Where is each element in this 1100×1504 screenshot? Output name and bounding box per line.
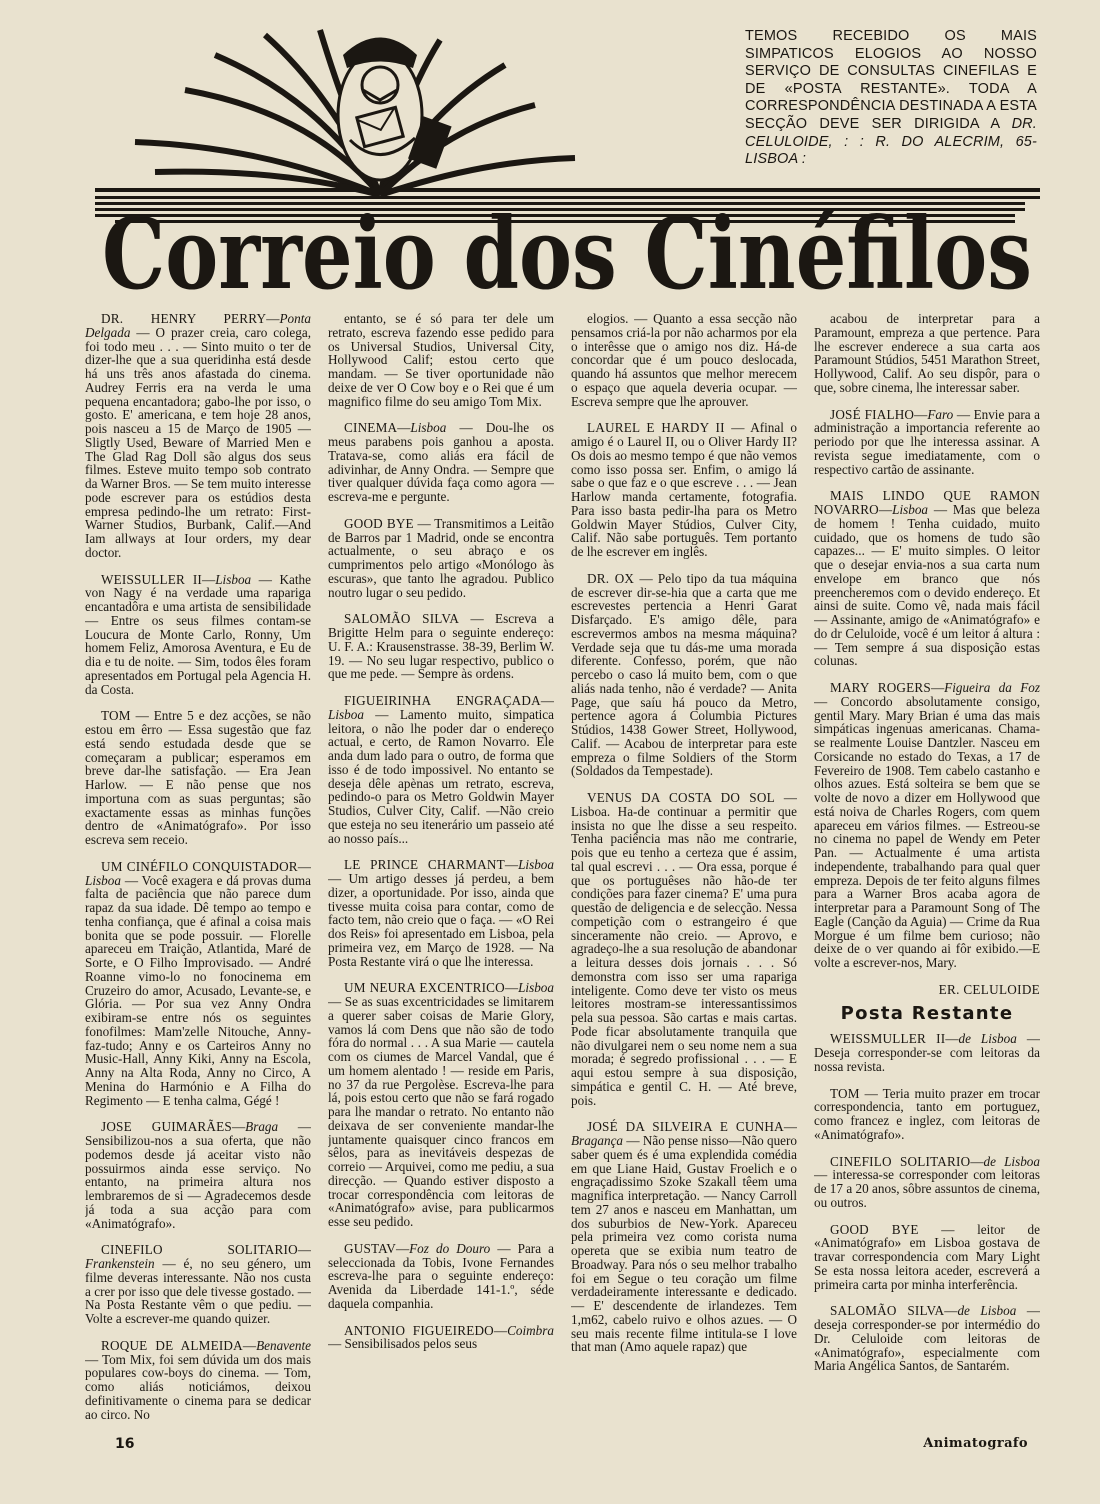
reply-text: Pelo tipo da tua máquina de escrever dir-se-hia que a carta que me escrevestes pertencia a Henri Garat Disfarçado. E's amigo dêle, para escrevermos ambos na mesma máquina? Verdade seja que tu dás-me uma morada diferente. Confesso, porém, que não percebo o caso lá muito bem, com o que aliás nada tenho, não é verdade? — Anita Page, que saíu há pouco da Metro, pertence agora á Columbia Pictures Stúdios, 1438 Gower Street, Hollywood, Calif. — Acabou de interpretar para este empreza o filme Soldiers of the Storm (Soldados da Tempestade). (571, 570, 797, 779)
postman-with-letter-icon (338, 38, 452, 181)
correspondent-place: Figueira da Foz (944, 680, 1040, 695)
correspondent-name: LAUREL E HARDY II (587, 420, 725, 436)
correspondent-place: Coimbra (507, 1322, 554, 1338)
intro-text: TEMOS RECEBIDO OS MAIS SIMPATICOS ELOGIOS AO NOSSO SERVIÇO DE CONSULTAS CINEFILAS E DE «POSTA RESTANTE». TODA A CORRESPONDÊNCIA DESTINADA A ESTA SECÇÃO DEVE SER DIRIGIDA A (745, 28, 1037, 132)
correspondent-name: DR. HENRY PERRY (101, 312, 267, 326)
letter-reply: JOSE GUIMARÃES—Braga — Sensibilizou-nos a sua oferta, que não podemos desde já aceitar visto não possuirmos ainda esse serviço. No entanto, na primeira altura nos lembraremos de si — Agradecemos desde já toda a sua acção para com «Animatógrafo». (85, 1119, 311, 1231)
intro-address: DR. CELULOIDE, : : R. DO ALECRIM, 65-LISBOA : (745, 115, 1037, 168)
correspondent-name: VENUS DA COSTA DO SOL (587, 790, 775, 805)
letter-reply: FIGUEIRINHA ENGRAÇADA—Lisboa — Lamento muito, simpatica leitora, o não lhe poder dar o endereço actual, e certo, de Ramon Novarro. Ele anda dum lado para o outro, de forma que isso é de todo impossivel. No entanto se deseja dêle apènas um retrato, escreva, pedindo-o para os Metro Goldwin Mayer Studios, Culver City, Calif. —Não creio que esteja no seu itenerário um passeio até ao nosso país... (328, 693, 554, 846)
letter-reply (814, 312, 1040, 395)
editor-signoff: ER. CELULOIDE (938, 981, 1040, 997)
reply-text: Envie para a administração a importancia referente ao periodo por que lhe interessa assinar. A revista segue imediatamente, com o respectivo cartão de assinante. (814, 406, 1040, 477)
reply-text: Lisboa. Ha-de continuar a permitir que insista no que lhe disse a seu respeito. Tenha paciência mas não me contrarie, pois que eu tenho a certeza que é assim, tal qual escrevi . . . — Ora essa, porque é que os portuguêses não hão-de ter condições para fazer cinema? E' uma pura questão de deligencia e de selecção. Nessa competição com o estrangeiro é que sinceramente não creio. — Aprovo, e agradeço-lhe a sua resolução de abandonar a leitura desses dois jornais . . . Só demonstra com isso ser uma rapariga inteligente. Como deve ter visto os meus leitores mostram-se interessantissimos pela sua pessoa. São cartas e mais cartas. Pode ficar absolutamente tranquila que não divulgarei nem o seu nome nem a sua morada; é segredo profissional . . . — E aqui estou sempre à sua disposição, simpática e gentil C. H. — Até breve, pois. (571, 803, 797, 1108)
correspondent-place: Braga (245, 1119, 279, 1135)
letter-reply: CINEFILO SOLITARIO—de Lisboa — interessa-se corresponder com leitoras de 17 a 20 anos, sôbre assuntos de cinema, ou outros. (814, 1153, 1040, 1210)
correspondent-place: Lisboa (85, 872, 121, 888)
reply-text: Transmitimos a Leitão de Barros par 1 Madrid, onde se encontra actualmente, o seu abraço e os cumprimentos pelo artigo «Monólogo às escuras», que tanto lhe agradou. Publico noutro lugar o seu pedido. (328, 515, 554, 600)
letter-reply: VENUS DA COSTA DO SOL — Lisboa. Ha-de continuar a permitir que insista no que lhe disse a seu respeito. Tenha paciência mas não me contrarie, pois que eu tenho a certeza que é assim, tal qual escrevi . . . — Ora essa, porque é que os portuguêses não hão-de ter condições para fazer cinema? E' uma pura questão de deligencia e de selecção. Nessa competição com o estrangeiro é que sinceramente não creio. — Aprovo, e agradeço-lhe a sua resolução de abandonar a leitura desses dois jornais . . . Só demonstra com isso ser uma rapariga inteligente. Como deve ter visto os meus leitores mostram-se interessantissimos pela sua pessoa. São cartas e mais cartas. Pode ficar absolutamente tranquila que não divulgarei nem o seu nome nem a sua morada; é segredo profissional . . . — E aqui estou sempre à sua disposição, simpática e gentil C. H. — Até breve, pois. (571, 790, 797, 1108)
reply-text: Entre 5 e dez acções, se não estou em êrro — Essa sugestão que faz está sendo estudada desde que se começaram a publicar; esperamos em breve dar-lhe satisfação. — Era Jean Harlow. — E não pense que nos importuna com as suas perguntas; são exactamente essas as minhas funções dentro de «Animatógrafo». Por isso escreva sem receio. (85, 708, 311, 847)
reply-text: Escreva a Brigitte Helm para o seguinte endereço: U. F. A.: Krausenstrasse. 38-39, Berlim W. 19. — No seu lugar respectivo, publico o que me pede. — Sempre às ordens. (328, 611, 554, 682)
correspondent-name: CINEMA (344, 420, 398, 436)
correspondent-name: MAIS LINDO QUE RAMON NOVARRO (814, 488, 1040, 517)
letter-reply: UM NEURA EXCENTRICO—Lisboa — Se as suas excentricidades se limitarem a querer saber coisas de Marie Glory, vamos lá com Dens que não são de todo fóra do normal . . . A sua Marie — cautela com os ciumes de Marcel Vandal, que é um homem alentado ! — reside em Paris, no 37 da rue Pergolèse. Escreva-lhe para lá, pois estou certo que não se fará rogado para lhe mandar o retrato. No entanto não deixava de ser conveniente mandar-lhe juntamente quaisquer cinco francos em sêlos, para as inevitáveis despezas de correio — Arquivei, como me pediu, a sua direcção. — Quando estiver disposto a trocar correspondência com leitoras de «Animatógrafo» avise, para publicarmos esse seu pedido. (328, 980, 554, 1229)
reply-text: Sensibilisados pelos seus (344, 1336, 478, 1352)
correspondent-name: LE PRINCE CHARMANT (344, 857, 505, 873)
letter-reply: GOOD BYE — leitor de «Animatógrafo» em Lisboa gostava de travar correspondencia com Mary Light Se esta nossa leitora aceder, escreverá a primeira carta por minha interferência. (814, 1221, 1040, 1292)
page-number: 16 (115, 1436, 135, 1452)
correspondent-name: JOSÉ FIALHO (830, 406, 915, 422)
letter-reply: JOSÉ FIALHO—Faro — Envie para a administração a importancia referente ao periodo por que lhe interessa assinar. A revista segue imediatamente, com o respectivo cartão de assinante. (814, 406, 1040, 477)
correspondent-name: UM CINÉFILO CONQUISTADOR (101, 858, 298, 874)
correspondent-name: WEISSMULLER II (830, 1031, 946, 1047)
correspondent-place: Ponta Delgada (85, 312, 311, 340)
reply-text: Dou-lhe os meus parabens pois ganhou a aposta. Tratava-se, como aliás era fácil de adivinhar, de Anny Ondra. — Sempre que tiver qualquer dúvida faça como agora — escreva-me e pergunte. (328, 420, 554, 504)
reply-text: Sensibilizou-nos a sua oferta, que não podemos desde já aceitar visto não possuirmos ainda esse serviço. No entanto, na primeira altura nos lembraremos de si — Agradecemos desde já toda a sua acção para com «Animatógrafo». (85, 1133, 311, 1231)
column-4 (814, 312, 1040, 1422)
masthead-title: Correio dos Cinéfilos (102, 197, 1032, 310)
reply-text: Teria muito prazer em trocar correspondencia, tanto em portuguez, como francez e inglez, com leitoras de «Animatógrafo». (814, 1085, 1040, 1142)
magazine-brand: Animatografo (923, 1436, 1028, 1451)
reply-text: Tom Mix, foi sem dúvida um dos mais populares cow-boys do cinema. — Tom, como aliás noticiámos, deixou definitivamente o cinema para se dedicar ao circo. No (85, 1351, 311, 1422)
correspondent-place: Benavente (256, 1337, 311, 1353)
correspondent-name: GOOD BYE (344, 515, 414, 531)
letter-reply: ROQUE DE ALMEIDA—Benavente — Tom Mix, foi sem dúvida um dos mais populares cow-boys do cinema. — Tom, como aliás noticiámos, deixou definitivamente o cinema para se dedicar ao circo. No (85, 1337, 311, 1422)
correspondent-place: de Lisboa (957, 1303, 1017, 1319)
correspondent-name: SALOMÃO SILVA (830, 1303, 945, 1319)
correspondent-name: TOM (830, 1085, 860, 1101)
reply-text: Se as suas excentricidades se limitarem a querer saber coisas de Marie Glory, vamos lá com Dens que não são de todo fóra do normal . . . A sua Marie — cautela com os ciumes de Marcel Vandal, que é um homem alentado ! — reside em Paris, no 37 da rue Pergolèse. Escreva-lhe para lá, pois estou certo que não se fará rogado para lhe mandar o retrato. No entanto não deixava de ser conveniente mandar-lhe juntamente quaisquer cinco francos em sêlos, para as inevitáveis despezas de correio — Arquivei, como me pediu, a sua direcção. — Quando estiver disposto a trocar correspondência com leitoras de «Animatógrafo» avise, para publicarmos esse seu pedido. (328, 994, 554, 1229)
correspondent-name: SALOMÃO SILVA (344, 611, 460, 627)
reply-text: acabou de interpretar para a Paramount, empreza a que pertence. Para lhe escrever enderece a sua carta aos Paramount Stúdios, 5451 Marathon Street, Hollywood, Calif. Ao seu dispôr, para o que, sobre cinema, lhe interessar saber. (814, 312, 1040, 395)
letter-reply: CINEFILO SOLITARIO—Frankenstein — é, no seu género, um filme deveras interessante. Não nos custa a crer por isso que dele tivesse gostado. — Na Posta Restante vêm o que pediu. — Volte a escrever-me quando quizer. (85, 1242, 311, 1326)
correspondent-place: Lisboa (410, 420, 447, 436)
correspondent-name: DR. OX (587, 570, 635, 586)
correspondent-name: JOSÉ DA SILVEIRA E CUNHA (587, 1119, 784, 1135)
letter-reply: WEISSULLER II—Lisboa — Kathe von Nagy é na verdade uma rapariga encantadôra e uma artista de sensibilidade — Entre os seus filmes contam-se Loucura de Monte Carlo, Ronny, Um homem Feliz, Amorosa Aventura, e Eu de dia e tu de noite. — Sim, todos êles foram apresentados em Portugal pela Agencia H. da Costa. (85, 571, 311, 697)
reply-text: Mas que beleza de homem ! Tenha cuidado, muito cuidado, que os homens de tudo são capazes... — E' muito simples. O leitor que o desejar envia-nos a sua carta num envelope em branco que nós preencheremos com o devido endereço. Et ainsi de suite. Como vê, nada mais fácil — Assinante, amigo de «Animatógrafo» e do dr Celuloide, você é um leitor á altura : — Tem sempre á sua disposição estas colunas. (814, 502, 1040, 669)
column-3 (571, 312, 797, 1422)
correspondent-place: de Lisboa (983, 1153, 1040, 1169)
correspondent-name: JOSE GUIMARÃES (101, 1119, 232, 1135)
letter-reply: WEISSMULLER II—de Lisboa — Deseja corresponder-se com leitoras da nossa revista. (814, 1031, 1040, 1074)
correspondent-name: UM NEURA EXCENTRICO (344, 980, 505, 996)
correspondent-name: ROQUE DE ALMEIDA (101, 1337, 243, 1353)
letter-reply: LE PRINCE CHARMANT—Lisboa — Um artigo desses já perdeu, a bem dizer, a oportunidade. Por isso, ainda que tivesse muita coisa para contar, como de facto tem, não creio que o faça. — «O Rei dos Reis» foi apresentado em Lisboa, pela primeira vez, em Março de 1928. — Na Posta Restante virá o que lhe interessa. (328, 857, 554, 969)
correspondent-name: MARY ROGERS (830, 680, 931, 695)
letter-reply: CINEMA—Lisboa — Dou-lhe os meus parabens pois ganhou a aposta. Tratava-se, como aliás era fácil de adivinhar, de Anny Ondra. — Sempre que tiver qualquer dúvida faça como agora — escreva-me e pergunte. (328, 420, 554, 504)
letter-reply: UM CINÉFILO CONQUISTADOR—Lisboa — Você exagera e dá provas duma falta de paciência que não parece dum rapaz da sua idade. Dê tempo ao tempo e tenha confiança, que é afinal a coisa mais bonita que se pode possuir. — Florelle apareceu em Traição, Atlantida, Maré de Sorte, e O Filho Improvisado. — André Roanne vimo-lo no fonocinema em Cruzeiro do amor, Acusado, Levante-se, e Glória. — Por sua vez Anny Ondra exibiram-se entre nós os seguintes fonofilmes: Mam'zelle Nitouche, Anny-faz-tudo; Anny e os Carteiros Anny no Music-Hall, Anny Kiki, Anny na Escola, Anny na Alta Roda, Anny no Circo, A Menina do Harmónio e A Filha do Regimento — E tenha calma, Gégé ! (85, 858, 311, 1108)
reply-text: Não pense nisso—Não quero saber quem és é uma explendida comédia em que Liane Haid, Gustav Froelich e o engraçadissimo Szoke Szakall têem uma magnifica interpretação. — Nancy Carroll tem 27 anos e nasceu em Manhattan, um dos suburbios de New-York. Apareceu pela primeira vez como corista numa opereta que se exibia num teatro de Broadway. Para nós o seu melhor trabalho foi em Segue o teu coração um filme verdadeiramente interessante e dedicado. — E' descendente de irlandezes. Tem 1,m62, cabelo ruivo e olhos azues. — O seu mais recente filme intitula-se I love that man (Amo aquele rapaz) que (571, 1133, 797, 1355)
correspondent-name: FIGUEIRINHA ENGRAÇADA (344, 693, 541, 708)
reply-text: Lamento muito, simpatica leitora, o não lhe poder dar o endereço actual, e certo, de Ramon Novarro. Ele anda dum lado para o outro, de forma que isso é de todo impossivel. No entanto se deseja dêle apènas um retrato, escreva, pedindo-o para os Metro Goldwin Mayer Studios, Culver City, Calif. —Não creio que esteja no seu itenerário um passeio até ao nosso país... (328, 706, 554, 846)
correspondent-place: Lisboa (215, 571, 252, 587)
correspondent-name: GOOD BYE (830, 1221, 919, 1237)
correspondent-name: CINEFILO SOLITARIO (830, 1153, 971, 1169)
letter-reply: MAIS LINDO QUE RAMON NOVARRO—Lisboa — Mas que beleza de homem ! Tenha cuidado, muito cuidado, que os homens de tudo são capazes... — E' muito simples. O leitor que o desejar envia-nos a sua carta num envelope em branco que nós preencheremos com o devido endereço. Et ainsi de suite. Como vê, nada mais fácil — Assinante, amigo de «Animatógrafo» e do dr Celuloide, você é um leitor á altura : — Tem sempre á sua disposição estas colunas. (814, 488, 1040, 669)
letter-reply: SALOMÃO SILVA—de Lisboa — deseja corresponder-se por intermédio do Dr. Celuloide com leitoras de «Animatógrafo», especialmente com Maria Angélica Santos, de Santarém. (814, 1303, 1040, 1374)
correspondent-place: Faro (927, 406, 954, 422)
correspondent-place: Lisboa (518, 980, 554, 996)
letter-reply: JOSÉ DA SILVEIRA E CUNHA—Bragança — Não pense nisso—Não quero saber quem és é uma explendida comédia em que Liane Haid, Gustav Froelich e o engraçadissimo Szoke Szakall têem uma magnifica interpretação. — Nancy Carroll tem 27 anos e nasceu em Manhattan, um dos suburbios de New-York. Apareceu pela primeira vez como corista numa opereta que se exibia num teatro de Broadway. Para nós o seu melhor trabalho foi em Segue o teu coração um filme verdadeiramente interessante e dedicado. — E' descendente de irlandezes. Tem 1,m62, cabelo ruivo e olhos azues. — O seu mais recente filme intitula-se I love that man (Amo aquele rapaz) que (571, 1119, 797, 1355)
column-1 (85, 312, 311, 1422)
letter-reply: ANTONIO FIGUEIREDO—Coimbra — Sensibilisados pelos seus (328, 1322, 554, 1352)
letter-reply: TOM — Teria muito prazer em trocar correspondencia, tanto em portuguez, como francez e inglez, com leitoras de «Animatógrafo». (814, 1085, 1040, 1142)
correspondent-place: Bragança (571, 1133, 624, 1148)
reply-text: Você exagera e dá provas duma falta de paciência que não parece dum rapaz da sua idade. Dê tempo ao tempo e tenha confiança, que é afinal a coisa mais bonita que se pode possuir. — Florelle apareceu em Traição, Atlantida, Maré de Sorte, e O Filho Improvisado. — André Roanne vimo-lo no fonocinema em Cruzeiro do amor, Acusado, Levante-se, e Glória. — Por sua vez Anny Ondra exibiram-se entre nós os seguintes fonofilmes: Mam'zelle Nitouche, Anny-faz-tudo; Anny e os Carteiros Anny no Music-Hall, Anny Kiki, Anny na Escola, Anny na Alta Roda, Anny no Circo, A Menina do Harmónio e A Filha do Regimento — E tenha calma, Gégé ! (85, 872, 311, 1108)
article-columns (85, 312, 1040, 1422)
reply-text: Deseja corresponder-se com leitoras da nossa revista. (814, 1045, 1040, 1074)
letter-reply (328, 312, 554, 408)
letter-reply: MARY ROGERS—Figueira da Foz — Concordo absolutamente consigo, gentil Mary. Mary Brian é uma das mais simpáticas ingenuas americanas. Chama-se realmente Louise Dantzler. Nasceu em Corsicande no estado do Texas, a 17 de Fevereiro de 1908. Tem cabelo castanho e olhos azues. Está solteira se bem que se volte de novo a dizer em Hollywood que está noiva de Charles Rogers, com quem apareceu em vários filmes. — Estreou-se no cinema no papel de Wendy em Peter Pan. — Actualmente é uma artista independente, trabalhando para qual quer empreza. Depois de ter feito alguns filmes para a Warner Bros acaba agora de interpretar para a Paramount Song of The Eagle (Canção da Aguia) — Crime da Rua Morgue é um filme bem curioso; não deixe de o ver quando ai fôr exibido.—E volte a escrever-nos, Mary. (814, 680, 1040, 970)
correspondent-name: ANTONIO FIGUEIREDO (344, 1322, 494, 1338)
correspondent-name: WEISSULLER II (101, 571, 203, 587)
reply-text: interessa-se corresponder com leitoras de 17 a 20 anos, sôbre assuntos de cinema, ou outros. (814, 1167, 1040, 1210)
correspondent-place: Lisboa (328, 706, 364, 722)
correspondent-place: Frankenstein (85, 1256, 155, 1271)
reply-text: entanto, se é só para ter dele um retrato, escreva fazendo esse pedido para os Universal Studios, Universal City, Hollywood Calif; estou certo que mandam. — Se tiver oportunidade não deixe de ver O Cow boy e o Rei que é um magnifico filme do seu amigo Tom Mix. (328, 312, 554, 409)
letter-reply (571, 312, 797, 408)
correspondent-name: TOM (101, 708, 131, 724)
reply-text: O prazer creia, caro colega, foi todo meu . . . — Sinto muito o ter de dizer-lhe que a sua queridinha está desde há uns três anos afastada do cinema. Audrey Ferris era na verda le uma pequena encantadora; gabo-lhe por isso, o gosto. E' americana, e tem hoje 28 anos, pois nasceu a 15 de Março de 1905 — Sligtly Used, Beware of Married Men e The Glad Rag Doll são algus dos seus filmes. Esteve muito tempo sob contrato da Warner Bros. — Se tem muito interesse pode escrever para os estúdios desta empresa pedindo-lhe um retrato: First-Warner Studios, Burbank, Calif.—And Iam allways at Iour orders, my dear doctor. (85, 324, 311, 560)
reply-text: Para a seleccionada da Tobis, Ivone Fernandes escreva-lhe para o seguinte endereço: Avenida da Liberdade 141-1.º, séde daquela companhia. (328, 1240, 554, 1311)
reply-text: Kathe von Nagy é na verdade uma rapariga encantadôra e uma artista de sensibilidade — Entre os seus filmes contam-se Loucura de Monte Carlo, Ronny, Um homem Feliz, Amorosa Aventura, e Eu de dia e tu de noite. — Sim, todos êles foram apresentados em Portugal pela Agencia H. da Costa. (85, 571, 311, 697)
intro-notice (745, 28, 1037, 169)
reply-text: elogios. — Quanto a essa secção não pensamos criá-la por não acharmos por ela o interêsse que o amigo nos diz. Há-de concordar que é um pouco deslocada, quando há assuntos que melhor merecem o espaço que aquela deveria ocupar. — Escreva sempre que lhe aprouver. (571, 312, 797, 409)
letter-reply: DR. OX — Pelo tipo da tua máquina de escrever dir-se-hia que a carta que me escrevestes pertencia a Henri Garat Disfarçado. E's amigo dêle, para escrevermos ambos na mesma máquina? Verdade seja que tu dás-me uma morada diferente. Confesso, porém, que não percebo o caso lá muito bem, com o que aliás nada tenho, não é verdade? — Anita Page, que saíu há pouco da Metro, pertence agora á Columbia Pictures Stúdios, 1438 Gower Street, Hollywood, Calif. — Acabou de interpretar para este empreza o filme Soldiers of the Storm (Soldados da Tempestade). (571, 570, 797, 779)
correspondent-place: Lisboa (892, 502, 929, 517)
letter-reply: GOOD BYE — Transmitimos a Leitão de Barros par 1 Madrid, onde se encontra actualmente, o seu abraço e os cumprimentos pelo artigo «Monólogo às escuras», que tanto lhe agradou. Publico noutro lugar o seu pedido. (328, 515, 554, 600)
letter-reply: DR. HENRY PERRY—Ponta Delgada — O prazer creia, caro colega, foi todo meu . . . — Sinto muito o ter de dizer-lhe que a sua queridinha está desde há uns três anos afastada do cinema. Audrey Ferris era na verda le uma pequena encantadora; gabo-lhe por isso, o gosto. E' americana, e tem hoje 28 anos, pois nasceu a 15 de Março de 1905 — Sligtly Used, Beware of Married Men e The Glad Rag Doll são algus dos seus filmes. Esteve muito tempo sob contrato da Warner Bros. — Se tem muito interesse pode escrever para os estúdios desta empresa pedindo-lhe um retrato: First-Warner Studios, Burbank, Calif.—And Iam allways at Iour orders, my dear doctor. (85, 312, 311, 560)
posta-restante-heading: Posta Restante (840, 1002, 1014, 1024)
letter-reply: GUSTAV—Foz do Douro — Para a seleccionada da Tobis, Ivone Fernandes escreva-lhe para o seguinte endereço: Avenida da Liberdade 141-1.º, séde daquela companhia. (328, 1240, 554, 1311)
reply-text: Um artigo desses já perdeu, a bem dizer, a oportunidade. Por isso, ainda que tivesse muita coisa para contar, como de facto tem, não creio que o faça. — «O Rei dos Reis» foi apresentado em Lisboa, pela primeira vez, em Março de 1928. — Na Posta Restante virá o que lhe interessa. (328, 871, 554, 969)
correspondent-name: CINEFILO SOLITARIO (101, 1242, 298, 1258)
correspondent-place: Lisboa (518, 857, 554, 873)
reply-text: é, no seu género, um filme deveras interessante. Não nos custa a crer por isso que dele tivesse gostado. — Na Posta Restante vêm o que pediu. — Volte a escrever-me quando quizer. (85, 1256, 311, 1326)
correspondent-place: Foz do Douro (409, 1240, 491, 1256)
letter-reply: TOM — Entre 5 e dez acções, se não estou em êrro — Essa sugestão que faz está sendo estudada desde que se começaram a publicar; esperamos em breve dar-lhe satisfação. — Era Jean Harlow. — E não pense que nos importuna com as suas perguntas; são exactamente essas as minhas funções dentro de «Animatógrafo». Por isso escreva sem receio. (85, 708, 311, 847)
correspondent-name: GUSTAV (344, 1240, 396, 1256)
reply-text: Concordo absolutamente consigo, gentil Mary. Mary Brian é uma das mais simpáticas ingenuas americanas. Chama-se realmente Louise Dantzler. Nasceu em Corsicande no estado do Texas, a 17 de Fevereiro de 1908. Tem cabelo castanho e olhos azues. Está solteira se bem que se volte de novo a dizer em Hollywood que está noiva de Charles Rogers, com quem apareceu em vários filmes. — Estreou-se no cinema no papel de Wendy em Peter Pan. — Actualmente é uma artista independente, trabalhando para qual quer empreza. Depois de ter feito alguns filmes para a Warner Bros acaba agora de interpretar para a Paramount Song of The Eagle (Canção da Aguia) — Crime da Rua Morgue é um filme bem curioso; não deixe de o ver quando ai fôr exibido.—E volte a escrever-nos, Mary. (814, 693, 1040, 970)
reply-text: deseja corresponder-se por intermédio do Dr. Celuloide com leitoras de «Animatógrafo», especialmente com Maria Angélica Santos, de Santarém. (814, 1317, 1040, 1374)
letter-reply: LAUREL E HARDY II — Afinal o amigo é o Laurel II, ou o Oliver Hardy II? Os dois ao mesmo tempo é que não vemos como isso possa ser. Enfim, o amigo lá sabe o que faz e o que escreve . . . — Jean Harlow manda certamente, fotografia. Para isso basta pedir-lha para os Metro Goldwin Mayer Stúdios, Culver City, Calif. Não sabe português. Tem portanto de lhe escrever em inglês. (571, 420, 797, 559)
correspondent-place: de Lisboa (958, 1031, 1017, 1047)
column-2 (328, 312, 554, 1422)
reply-text: leitor de «Animatógrafo» em Lisboa gostava de travar correspondencia com Mary Light Se esta nossa leitora aceder, escreverá a primeira carta por minha interferência. (814, 1221, 1040, 1292)
reply-text: Afinal o amigo é o Laurel II, ou o Oliver Hardy II? Os dois ao mesmo tempo é que não vemos como isso possa ser. Enfim, o amigo lá sabe o que faz e o que escreve . . . — Jean Harlow manda certamente, fotografia. Para isso basta pedir-lha para os Metro Goldwin Mayer Stúdios, Culver City, Calif. Não sabe português. Tem portanto de lhe escrever em inglês. (571, 420, 797, 559)
letter-reply: SALOMÃO SILVA — Escreva a Brigitte Helm para o seguinte endereço: U. F. A.: Krausenstrasse. 38-39, Berlim W. 19. — No seu lugar respectivo, publico o que me pede. — Sempre às ordens. (328, 611, 554, 682)
